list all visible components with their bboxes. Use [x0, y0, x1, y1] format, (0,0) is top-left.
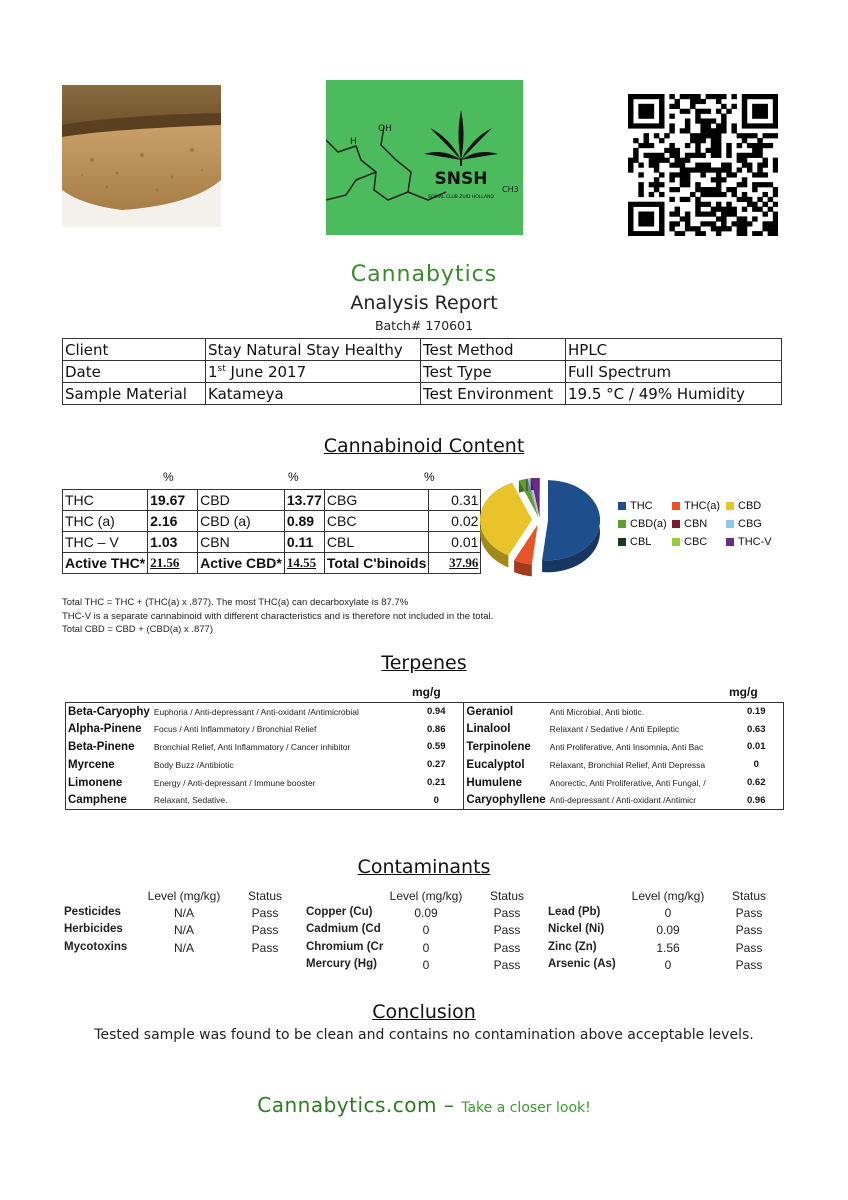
pie-legend — [618, 497, 788, 551]
legend-item — [618, 515, 672, 533]
legend-label: CBN — [684, 518, 708, 530]
legend-swatch — [726, 520, 734, 528]
total-label: Active THC* — [63, 553, 148, 574]
cannabinoid-table — [62, 489, 481, 574]
contaminant-level: 0.09 — [656, 923, 680, 937]
terpene-effects: Anti-depressant / Anti-oxidant /Antimicr — [548, 791, 730, 809]
terpene-name: Beta-Pinene — [66, 738, 152, 756]
cannabinoid-totals-row — [63, 553, 481, 574]
contaminant-name: Chromium (Cr — [306, 941, 384, 953]
contaminant-status: Pass — [493, 923, 521, 937]
info-value: HPLC — [566, 339, 782, 361]
terpene-row — [66, 791, 784, 809]
terpene-value: 0 — [409, 791, 464, 809]
terpene-effects: Euphoria / Anti-depressant / Anti-oxidant /Antimicrobial — [152, 703, 409, 721]
legend-label: THC — [630, 500, 653, 512]
total-label: Total C'binoids — [324, 553, 429, 574]
legend-label: THC(a) — [684, 500, 721, 512]
terpene-effects: Relaxant, Bronchial Relief, Anti Depressa — [549, 759, 706, 770]
legend-item — [672, 533, 726, 551]
cannabinoid-value: 0.01 — [429, 532, 481, 553]
total-value: 37.96 — [429, 553, 481, 574]
contaminant-level: 0 — [664, 906, 672, 920]
terpene-value: 0.19 — [730, 703, 784, 721]
terpene-value: 0.62 — [730, 774, 784, 792]
terpene-value: 0.59 — [409, 738, 464, 756]
terpene-effects: Anorectic, Anti Proliferative, Anti Fungal, / — [549, 777, 706, 788]
terpene-row — [66, 720, 784, 738]
contaminant-status: Pass — [735, 941, 763, 955]
cannabinoid-value: 0.11 — [284, 532, 324, 553]
cannabinoid-row — [63, 532, 481, 553]
footer — [0, 1093, 848, 1117]
terpene-name: Geraniol — [464, 703, 548, 721]
legend-label: CBC — [684, 536, 708, 548]
legend-swatch — [672, 538, 680, 546]
legend-item — [618, 533, 672, 551]
note-line: Total CBD = CBD + (CBD(a) x .877) — [62, 624, 213, 635]
note-line: THC-V is a separate cannabinoid with different characteristics and is therefore not included in the total. — [62, 610, 494, 622]
club-logo — [326, 80, 523, 235]
cannabinoid-value: 2.16 — [148, 511, 198, 532]
pct-header: % — [424, 470, 435, 484]
contaminant-name: Nickel (Ni) — [548, 923, 605, 935]
molecule-label-ch3: CH3 — [502, 185, 519, 194]
terpene-value: 0.96 — [730, 791, 784, 809]
level-header: Level (mg/kg) — [147, 889, 221, 903]
qr-code[interactable] — [628, 94, 778, 236]
info-label: Sample Material — [63, 383, 206, 405]
terpene-unit-header: mg/g — [412, 685, 441, 699]
cannabinoid-name: CBG — [324, 490, 429, 511]
info-value: Full Spectrum — [566, 361, 782, 383]
report-title: Analysis Report — [350, 292, 498, 314]
info-row — [63, 339, 782, 361]
contaminant-name: Mycotoxins — [64, 941, 128, 953]
status-header: Status — [489, 889, 525, 903]
info-row — [63, 383, 782, 405]
terpene-unit-header: mg/g — [729, 685, 758, 699]
level-header: Level (mg/kg) — [389, 889, 463, 903]
cannabinoid-row — [63, 511, 481, 532]
cannabinoid-name: THC — [63, 490, 148, 511]
contaminant-level: 1.56 — [656, 941, 680, 955]
contaminant-status: Pass — [493, 906, 521, 920]
info-row — [63, 361, 782, 383]
cannabinoid-name: CBN — [198, 532, 285, 553]
footer-tagline: Take a closer look! — [461, 1100, 591, 1116]
terpene-name: Camphene — [66, 791, 152, 809]
contaminants-section-title: Contaminants — [357, 856, 491, 878]
cannabinoid-value: 19.67 — [148, 490, 198, 511]
contaminant-level: N/A — [173, 906, 194, 920]
contaminant-status: Pass — [493, 958, 521, 972]
cannabinoid-value: 0.02 — [429, 511, 481, 532]
note-line: Total THC = THC + (THC(a) x .877). The most THC(a) can decarboxylate is 87.7% — [62, 597, 409, 608]
contaminant-level: 0 — [422, 941, 430, 955]
legend-label: CBL — [630, 536, 652, 548]
level-header: Level (mg/kg) — [631, 889, 705, 903]
legend-swatch — [672, 502, 680, 510]
cannabinoid-name: CBD — [198, 490, 285, 511]
status-header: Status — [731, 889, 767, 903]
cannabinoid-name: CBL — [324, 532, 429, 553]
legend-label: CBD(a) — [630, 518, 667, 530]
terpene-effects: Anti Proliferative, Anti Insomnia, Anti Bac — [549, 741, 704, 752]
contaminant-name: Pesticides — [64, 906, 121, 918]
terpene-effects: Relaxant, Sedative. — [152, 791, 409, 809]
batch-number: Batch# 170601 — [374, 318, 474, 333]
terpene-name: Caryophyllene — [464, 791, 548, 809]
legend-label: THC-V — [738, 536, 772, 548]
terpenes-table — [65, 702, 784, 810]
terpene-effects: Focus / Anti Inflammatory / Bronchial Relief — [153, 724, 317, 735]
legend-item — [726, 515, 780, 533]
status-header: Status — [247, 889, 283, 903]
info-label: Test Type — [421, 361, 566, 383]
total-value: 21.56 — [148, 553, 198, 574]
logo-text: SNSH — [434, 169, 488, 189]
contaminant-level: 0 — [422, 958, 430, 972]
terpene-name: Eucalyptol — [464, 756, 548, 774]
cannabinoid-section-title: Cannabinoid Content — [323, 435, 525, 457]
conclusion-section-title: Conclusion — [372, 1001, 476, 1023]
terpene-effects: Body Buzz /Antibiotic — [153, 759, 234, 770]
contaminant-status: Pass — [251, 923, 279, 937]
terpene-name: Beta-Caryophy — [66, 703, 152, 721]
contaminant-level: 0 — [664, 958, 672, 972]
terpene-value: 0.21 — [409, 774, 464, 792]
terpene-value: 0.63 — [730, 720, 784, 738]
terpene-value: 0 — [730, 756, 784, 774]
contaminant-status: Pass — [735, 958, 763, 972]
cannabinoid-pie-chart — [470, 478, 610, 578]
footer-dash: – — [437, 1093, 462, 1117]
contaminant-status: Pass — [493, 941, 521, 955]
brand-title: Cannabytics — [350, 262, 498, 287]
terpene-effects: Anti Microbial, Anti biotic. — [548, 703, 730, 721]
contaminant-level: 0.09 — [414, 906, 438, 920]
legend-item — [726, 497, 780, 515]
total-label: Active CBD* — [198, 553, 285, 574]
legend-label: CBG — [738, 518, 762, 530]
info-value: 19.5 °C / 49% Humidity — [566, 383, 782, 405]
footer-site-link[interactable]: Cannabytics.com — [257, 1093, 437, 1117]
terpene-name: Myrcene — [66, 756, 152, 774]
legend-item — [672, 515, 726, 533]
contaminant-name: Herbicides — [64, 923, 123, 935]
info-value: Katameya — [206, 383, 421, 405]
info-label: Client — [63, 339, 206, 361]
terpene-value: 0.01 — [730, 738, 784, 756]
hash-sample-photo — [62, 85, 221, 227]
info-label: Date — [63, 361, 206, 383]
terpene-effects: Energy / Anti-depressant / Immune booster — [153, 777, 316, 788]
legend-swatch — [672, 520, 680, 528]
legend-item — [672, 497, 726, 515]
terpene-name: Terpinolene — [464, 738, 548, 756]
info-label: Test Method — [421, 339, 566, 361]
cannabinoid-value: 1.03 — [148, 532, 198, 553]
cannabinoid-value: 13.77 — [284, 490, 324, 511]
terpene-value: 0.27 — [409, 756, 464, 774]
logo-subtitle: SOCIAL CLUB ZUID HOLLAND — [428, 195, 494, 200]
contaminant-name: Cadmium (Cd — [306, 923, 381, 935]
contaminant-name: Lead (Pb) — [548, 906, 601, 918]
terpene-name: Humulene — [464, 774, 548, 792]
info-value-date: 1st June 2017 — [206, 361, 421, 383]
legend-swatch — [618, 538, 626, 546]
terpene-value: 0.86 — [409, 720, 464, 738]
total-value: 14.55 — [284, 553, 324, 574]
contaminant-level: 0 — [422, 923, 430, 937]
legend-item — [618, 497, 672, 515]
contaminant-status: Pass — [251, 941, 279, 955]
legend-swatch — [618, 520, 626, 528]
legend-item — [726, 533, 780, 551]
cannabinoid-name: CBC — [324, 511, 429, 532]
contaminant-status: Pass — [735, 923, 763, 937]
terpene-name: Linalool — [464, 720, 548, 738]
cannabinoid-value: 0.89 — [284, 511, 324, 532]
terpenes-section-title: Terpenes — [381, 652, 467, 674]
contaminant-name: Mercury (Hg) — [306, 958, 377, 970]
contaminant-status: Pass — [735, 906, 763, 920]
legend-swatch — [726, 538, 734, 546]
pct-header: % — [163, 470, 174, 484]
terpene-row — [66, 756, 784, 774]
contaminant-name: Copper (Cu) — [306, 906, 373, 918]
legend-swatch — [618, 502, 626, 510]
legend-swatch — [726, 502, 734, 510]
terpene-name: Alpha-Pinene — [66, 720, 152, 738]
contaminant-name: Zinc (Zn) — [548, 941, 597, 953]
info-label: Test Environment — [421, 383, 566, 405]
conclusion-text: Tested sample was found to be clean and contains no contamination above acceptable levels. — [94, 1027, 754, 1043]
contaminant-level: N/A — [173, 923, 194, 937]
terpene-effects: Bronchial Relief, Anti Inflammatory / Cancer inhibitor — [153, 741, 351, 752]
terpene-row — [66, 774, 784, 792]
terpene-name: Limonene — [66, 774, 152, 792]
cannabis-leaf-icon — [424, 110, 498, 166]
info-value: Stay Natural Stay Healthy — [206, 339, 421, 361]
cannabinoid-name: THC – V — [63, 532, 148, 553]
contaminant-level: N/A — [173, 941, 194, 955]
terpene-row — [66, 703, 784, 721]
molecule-label-oh: OH — [378, 124, 392, 134]
cannabinoid-value: 0.31 — [429, 490, 481, 511]
cannabinoid-name: CBD (a) — [198, 511, 285, 532]
terpene-effects: Relaxant / Sedative / Anti Epileptic — [549, 724, 680, 735]
terpene-row — [66, 738, 784, 756]
contaminant-status: Pass — [251, 906, 279, 920]
contaminant-name: Arsenic (As) — [548, 958, 616, 970]
cannabinoid-notes — [62, 596, 493, 637]
molecule-label-h: H — [350, 137, 357, 147]
legend-label: CBD — [738, 500, 762, 512]
cannabinoid-name: THC (a) — [63, 511, 148, 532]
pct-header: % — [288, 470, 299, 484]
cannabinoid-row — [63, 490, 481, 511]
sample-info-table — [62, 338, 782, 405]
terpene-value: 0.94 — [409, 703, 464, 721]
